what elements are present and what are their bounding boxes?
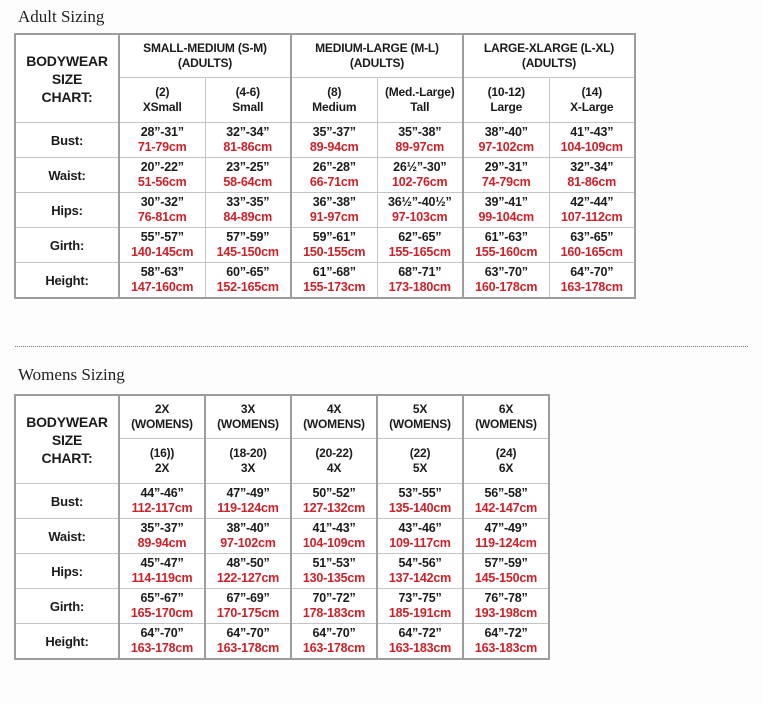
size-inches: 39”-41” xyxy=(484,195,528,209)
size-cell xyxy=(205,624,291,660)
table-corner-label: BODYWEAR SIZE CHART: xyxy=(15,34,119,123)
size-cell xyxy=(205,193,291,228)
size-cell xyxy=(463,193,549,228)
size-cm: 150-155cm xyxy=(303,245,366,259)
size-cm: 114-119cm xyxy=(131,571,193,585)
table-row xyxy=(15,158,635,193)
size-inches: 68”-71” xyxy=(398,265,442,279)
size-cm: 97-103cm xyxy=(392,210,448,224)
size-column-header: (14) X-Large xyxy=(549,78,635,123)
size-inches: 36”-38” xyxy=(312,195,356,209)
womens-sizing-table xyxy=(14,394,550,660)
size-group-header: 3X (WOMENS) xyxy=(205,395,291,439)
size-cm: 58-64cm xyxy=(223,175,273,189)
size-cm: 145-150cm xyxy=(474,571,538,585)
size-cm: 140-145cm xyxy=(131,245,194,259)
size-inches: 44”-46” xyxy=(140,486,184,500)
size-cell xyxy=(119,589,205,624)
size-column-header: (20-22) 4X xyxy=(291,439,377,484)
size-cell xyxy=(291,228,377,263)
row-label: Waist: xyxy=(15,519,119,554)
size-cm: 137-142cm xyxy=(388,571,452,585)
size-cm: 155-160cm xyxy=(475,245,538,259)
size-cell xyxy=(377,158,463,193)
size-inches: 35”-38” xyxy=(398,125,442,139)
size-inches: 63”-70” xyxy=(484,265,528,279)
size-cm: 160-178cm xyxy=(475,280,538,294)
size-column-header: (8) Medium xyxy=(291,78,377,123)
size-cell xyxy=(119,484,205,519)
size-inches: 61”-68” xyxy=(312,265,356,279)
size-inches: 20”-22” xyxy=(140,160,184,174)
size-cell xyxy=(463,263,549,299)
size-inches: 51”-53” xyxy=(312,556,356,570)
size-cell xyxy=(291,158,377,193)
size-cell xyxy=(119,519,205,554)
size-inches: 64”-72” xyxy=(484,626,528,640)
row-label: Girth: xyxy=(15,228,119,263)
size-inches: 56”-58” xyxy=(484,486,528,500)
size-inches: 70”-72” xyxy=(312,591,356,605)
size-group-header: 4X (WOMENS) xyxy=(291,395,377,439)
size-cm: 142-147cm xyxy=(474,501,538,515)
size-cell xyxy=(119,263,205,299)
row-label: Bust: xyxy=(15,123,119,158)
size-cell xyxy=(291,123,377,158)
size-inches: 57”-59” xyxy=(226,230,270,244)
size-cell xyxy=(549,158,635,193)
size-cell xyxy=(549,263,635,299)
size-cell xyxy=(377,554,463,589)
size-inches: 38”-40” xyxy=(226,521,270,535)
size-cm: 102-76cm xyxy=(392,175,448,189)
size-inches: 35”-37” xyxy=(312,125,356,139)
size-cell xyxy=(119,624,205,660)
size-inches: 30”-32” xyxy=(140,195,184,209)
size-cm: 51-56cm xyxy=(137,175,187,189)
table-row xyxy=(15,589,549,624)
size-inches: 64”-72” xyxy=(398,626,442,640)
size-column-header: (16)) 2X xyxy=(119,439,205,484)
size-cm: 112-117cm xyxy=(131,501,193,515)
size-cell xyxy=(377,263,463,299)
size-cm: 91-97cm xyxy=(309,210,359,224)
size-cell xyxy=(463,624,549,660)
size-cell xyxy=(463,228,549,263)
size-cell xyxy=(205,263,291,299)
size-cm: 160-165cm xyxy=(560,245,623,259)
size-cm: 178-183cm xyxy=(302,606,366,620)
size-cell xyxy=(463,123,549,158)
size-cell xyxy=(205,589,291,624)
size-cell xyxy=(205,158,291,193)
size-cell xyxy=(205,484,291,519)
size-inches: 65”-67” xyxy=(140,591,184,605)
size-cell xyxy=(377,123,463,158)
size-cm: 145-150cm xyxy=(216,245,279,259)
table-row xyxy=(15,624,549,660)
size-group-header: 2X (WOMENS) xyxy=(119,395,205,439)
size-cell xyxy=(549,193,635,228)
size-column-header: (Med.-Large) Tall xyxy=(377,78,463,123)
size-group-header: 6X (WOMENS) xyxy=(463,395,549,439)
size-inches: 33”-35” xyxy=(226,195,270,209)
size-cm: 89-94cm xyxy=(309,140,359,154)
table-row xyxy=(15,554,549,589)
size-inches: 54”-56” xyxy=(398,556,442,570)
size-column-header: (4-6) Small xyxy=(205,78,291,123)
size-cell xyxy=(291,519,377,554)
size-cell xyxy=(291,554,377,589)
size-cell xyxy=(463,484,549,519)
size-inches: 64”-70” xyxy=(140,626,184,640)
size-inches: 32”-34” xyxy=(226,125,270,139)
row-label: Height: xyxy=(15,263,119,299)
size-cm: 107-112cm xyxy=(561,210,623,224)
row-label: Bust: xyxy=(15,484,119,519)
size-cm: 89-94cm xyxy=(137,536,187,550)
size-cell xyxy=(377,484,463,519)
size-cell xyxy=(291,193,377,228)
size-cell xyxy=(549,123,635,158)
size-cm: 173-180cm xyxy=(388,280,451,294)
row-label: Girth: xyxy=(15,589,119,624)
size-cm: 89-97cm xyxy=(395,140,445,154)
size-cm: 97-102cm xyxy=(220,536,276,550)
size-group-header: SMALL-MEDIUM (S-M) (ADULTS) xyxy=(119,34,291,78)
size-inches: 58”-63” xyxy=(140,265,184,279)
table-row xyxy=(15,123,635,158)
size-inches: 67”-69” xyxy=(226,591,270,605)
size-inches: 55”-57” xyxy=(140,230,184,244)
size-cell xyxy=(291,589,377,624)
size-inches: 35”-37” xyxy=(140,521,184,535)
row-label: Hips: xyxy=(15,193,119,228)
size-inches: 47”-49” xyxy=(484,521,528,535)
size-inches: 62”-65” xyxy=(398,230,442,244)
size-cm: 109-117cm xyxy=(389,536,451,550)
size-cell xyxy=(377,228,463,263)
size-inches: 47”-49” xyxy=(226,486,270,500)
size-cm: 130-135cm xyxy=(302,571,366,585)
size-inches: 64”-70” xyxy=(570,265,614,279)
size-cm: 84-89cm xyxy=(223,210,273,224)
size-cell xyxy=(291,263,377,299)
size-group-header: LARGE-XLARGE (L-XL) (ADULTS) xyxy=(463,34,635,78)
size-cm: 163-178cm xyxy=(216,641,280,655)
table-row xyxy=(15,228,635,263)
size-inches: 28”-31” xyxy=(140,125,184,139)
size-cm: 66-71cm xyxy=(309,175,359,189)
size-inches: 42”-44” xyxy=(570,195,614,209)
table-corner-label: BODYWEAR SIZE CHART: xyxy=(15,395,119,484)
size-cell xyxy=(549,228,635,263)
size-cm: 163-178cm xyxy=(560,280,623,294)
size-cell xyxy=(463,519,549,554)
size-inches: 32”-34” xyxy=(570,160,614,174)
size-cell xyxy=(377,193,463,228)
size-cell xyxy=(205,123,291,158)
size-cm: 122-127cm xyxy=(216,571,280,585)
table-row xyxy=(15,484,549,519)
size-cell xyxy=(119,158,205,193)
size-inches: 76”-78” xyxy=(484,591,528,605)
size-inches: 41”-43” xyxy=(570,125,614,139)
size-cell xyxy=(119,554,205,589)
size-cell xyxy=(377,624,463,660)
row-label: Hips: xyxy=(15,554,119,589)
table-row xyxy=(15,263,635,299)
size-cell xyxy=(291,484,377,519)
size-cm: 119-124cm xyxy=(217,501,279,515)
size-inches: 26”-28” xyxy=(312,160,356,174)
size-inches: 50”-52” xyxy=(312,486,356,500)
table-row xyxy=(15,519,549,554)
size-inches: 23”-25” xyxy=(226,160,270,174)
size-cm: 135-140cm xyxy=(388,501,452,515)
size-inches: 53”-55” xyxy=(398,486,442,500)
size-cm: 104-109cm xyxy=(302,536,366,550)
size-group-header: 5X (WOMENS) xyxy=(377,395,463,439)
size-inches: 73”-75” xyxy=(398,591,442,605)
size-cm: 185-191cm xyxy=(388,606,452,620)
size-inches: 29”-31” xyxy=(484,160,528,174)
size-cell xyxy=(205,519,291,554)
size-cm: 155-173cm xyxy=(303,280,366,294)
size-cm: 119-124cm xyxy=(475,536,537,550)
size-cm: 97-102cm xyxy=(478,140,534,154)
row-label: Waist: xyxy=(15,158,119,193)
size-cm: 76-81cm xyxy=(137,210,187,224)
size-inches: 64”-70” xyxy=(226,626,270,640)
size-cm: 147-160cm xyxy=(131,280,194,294)
table-row xyxy=(15,193,635,228)
size-cell xyxy=(377,519,463,554)
size-cell xyxy=(463,589,549,624)
size-inches: 43”-46” xyxy=(398,521,442,535)
size-inches: 38”-40” xyxy=(484,125,528,139)
size-group-header: MEDIUM-LARGE (M-L) (ADULTS) xyxy=(291,34,463,78)
size-inches: 41”-43” xyxy=(312,521,356,535)
size-inches: 59”-61” xyxy=(312,230,356,244)
size-cm: 81-86cm xyxy=(567,175,617,189)
size-column-header: (2) XSmall xyxy=(119,78,205,123)
size-cm: 127-132cm xyxy=(302,501,366,515)
size-column-header: (22) 5X xyxy=(377,439,463,484)
size-cell xyxy=(463,158,549,193)
row-label: Height: xyxy=(15,624,119,660)
size-cm: 155-165cm xyxy=(388,245,451,259)
size-cm: 163-178cm xyxy=(302,641,366,655)
size-column-header: (24) 6X xyxy=(463,439,549,484)
size-cm: 163-178cm xyxy=(130,641,194,655)
size-inches: 64”-70” xyxy=(312,626,356,640)
size-inches: 36½”-40½” xyxy=(387,195,452,209)
size-cm: 152-165cm xyxy=(216,280,279,294)
size-cm: 193-198cm xyxy=(474,606,538,620)
section-divider xyxy=(15,346,748,347)
section-title-womens-sizing: Womens Sizing xyxy=(18,365,125,384)
size-inches: 61”-63” xyxy=(484,230,528,244)
size-cell xyxy=(463,554,549,589)
size-inches: 63”-65” xyxy=(570,230,614,244)
size-cm: 81-86cm xyxy=(223,140,273,154)
size-cm: 104-109cm xyxy=(560,140,623,154)
size-cm: 163-183cm xyxy=(474,641,538,655)
size-cm: 99-104cm xyxy=(478,210,534,224)
size-inches: 57”-59” xyxy=(484,556,528,570)
size-cm: 165-170cm xyxy=(130,606,194,620)
size-inches: 48”-50” xyxy=(226,556,270,570)
size-cell xyxy=(291,624,377,660)
size-cm: 71-79cm xyxy=(137,140,187,154)
size-column-header: (18-20) 3X xyxy=(205,439,291,484)
section-title-adult-sizing: Adult Sizing xyxy=(18,7,105,26)
size-cell xyxy=(119,123,205,158)
size-cell xyxy=(119,228,205,263)
size-inches: 60”-65” xyxy=(226,265,270,279)
size-inches: 45”-47” xyxy=(140,556,184,570)
size-cell xyxy=(119,193,205,228)
size-cell xyxy=(205,554,291,589)
size-inches: 26½”-30” xyxy=(393,160,447,174)
size-cell xyxy=(205,228,291,263)
size-cm: 74-79cm xyxy=(481,175,531,189)
adult-sizing-table xyxy=(14,33,636,299)
size-cell xyxy=(377,589,463,624)
size-cm: 163-183cm xyxy=(388,641,452,655)
size-column-header: (10-12) Large xyxy=(463,78,549,123)
size-cm: 170-175cm xyxy=(216,606,280,620)
